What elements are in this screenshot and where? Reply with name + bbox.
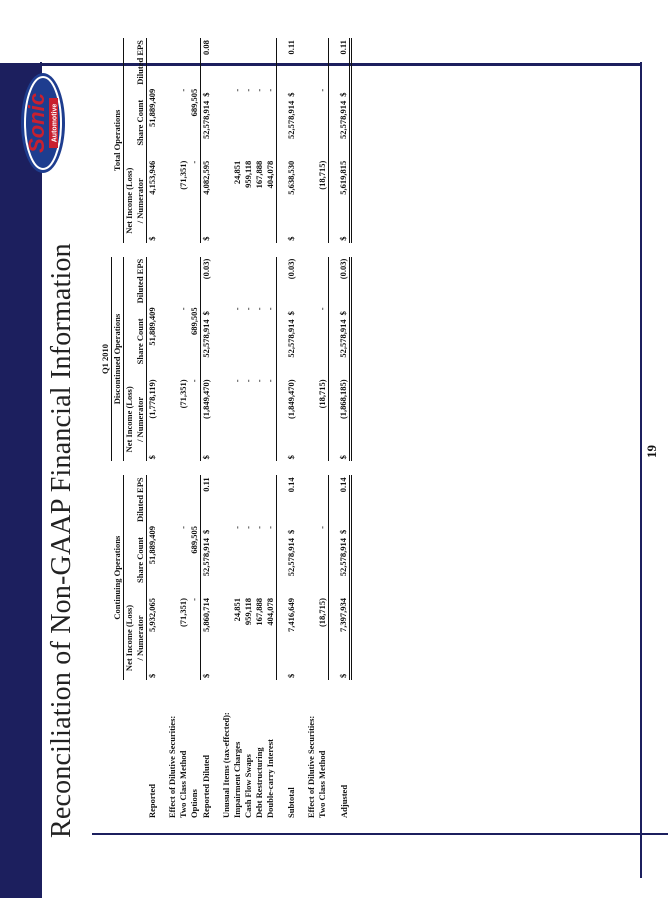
cell-value: 689,505 xyxy=(189,87,201,159)
dollar-sign: $ xyxy=(201,455,211,460)
table-row-subtotal xyxy=(286,38,297,820)
col-diluted-eps: Diluted EPS xyxy=(135,258,145,304)
cell-value: (1,849,470) xyxy=(286,379,296,420)
row-label: Reported Diluted xyxy=(200,754,211,818)
cell-value: 51,889,409 xyxy=(147,526,157,565)
column-header-row-1 xyxy=(124,38,136,820)
cell-value: - xyxy=(232,379,242,383)
col-diluted-eps: Diluted EPS xyxy=(135,477,145,522)
cell-value: (71,351) xyxy=(178,160,188,190)
col-numerator: / Numerator xyxy=(135,596,147,680)
col-numerator: / Numerator xyxy=(135,159,147,243)
period-row xyxy=(100,38,112,820)
cell-value: - xyxy=(178,307,188,311)
cell-value: (18,715) xyxy=(317,377,329,449)
cell-value: - xyxy=(189,596,201,668)
cell-value: 0.11 xyxy=(338,38,351,87)
cell-value: 959,118 xyxy=(243,160,253,188)
section-heading: Unusual Items (tax-effected): xyxy=(221,712,231,818)
cell-value: (71,351) xyxy=(178,598,188,628)
cell-value: - xyxy=(254,88,264,92)
cell-value: 24,851 xyxy=(232,160,242,185)
cell-value: 52,578,914 xyxy=(338,99,351,159)
cell-value: - xyxy=(243,88,253,92)
dollar-sign: $ xyxy=(338,449,351,461)
header-rule xyxy=(40,62,42,898)
cell-value: 5,619,815 xyxy=(338,159,351,231)
cell-value: - xyxy=(243,526,253,529)
cell-value: (0.03) xyxy=(338,257,351,306)
cell-value: 4,082,595 xyxy=(201,160,211,195)
cell-value: 24,851 xyxy=(232,598,242,622)
cell-value: - xyxy=(232,88,242,92)
cell-value: (1,868,185) xyxy=(338,377,351,449)
table-row-impairment xyxy=(232,38,243,820)
row-label: Cash Flow Swaps xyxy=(243,754,253,818)
cell-value: (0.03) xyxy=(201,258,211,280)
page-number: 19 xyxy=(644,445,659,458)
cell-value: 4,153,946 xyxy=(147,160,157,195)
col-share-count: Share Count xyxy=(135,524,147,596)
cell-value: 7,416,649 xyxy=(286,598,296,632)
cell-value: - xyxy=(317,524,329,596)
dollar-sign: $ xyxy=(338,231,351,243)
cell-value: 51,889,409 xyxy=(147,307,157,346)
row-label: Impairment Charges xyxy=(232,741,242,818)
dollar-sign: $ xyxy=(147,673,157,678)
cell-value: - xyxy=(317,305,329,377)
cell-value: - xyxy=(232,307,242,311)
cell-value: - xyxy=(232,526,242,529)
col-numerator: / Numerator xyxy=(135,377,147,461)
reconciliation-table xyxy=(100,38,352,820)
table-row-double-carry xyxy=(265,38,277,820)
table-row-two-class xyxy=(178,38,189,820)
cell-value: 404,078 xyxy=(265,596,277,668)
table-row-reported-diluted xyxy=(201,38,213,820)
row-label: Two Class Method xyxy=(317,750,328,818)
column-header-row-2 xyxy=(135,38,147,820)
col-net-income: Net Income (Loss) xyxy=(124,386,134,453)
col-share-count: Share Count xyxy=(135,305,147,377)
cell-value: - xyxy=(254,307,264,311)
row-label: Adjusted xyxy=(338,784,349,818)
cell-value: - xyxy=(189,377,201,449)
cell-value: - xyxy=(254,379,264,383)
cell-value: 51,889,409 xyxy=(147,88,157,127)
section-heading: Effect of Dilutive Securities: xyxy=(306,715,316,818)
cell-value: 689,505 xyxy=(189,305,201,377)
dollar-sign: $ xyxy=(286,311,296,316)
cell-value: (18,715) xyxy=(317,159,329,231)
table-row-effect-head xyxy=(167,38,178,820)
row-label: Subtotal xyxy=(286,787,296,818)
dollar-sign: $ xyxy=(338,668,351,680)
dollar-sign: $ xyxy=(147,236,157,241)
cell-value: - xyxy=(178,526,188,529)
cell-value: 167,888 xyxy=(254,598,264,626)
table-row-adjusted xyxy=(338,38,351,820)
page-title: Reconciliation of Non-GAAP Financial Information xyxy=(46,243,77,838)
col-share-count: Share Count xyxy=(135,87,147,159)
footer-rule xyxy=(640,62,642,878)
cell-value: 0.08 xyxy=(201,40,211,55)
cell-value: 404,078 xyxy=(265,159,277,231)
cell-value: - xyxy=(243,379,253,383)
dollar-sign: $ xyxy=(201,311,211,316)
group-continuing: Continuing Operations xyxy=(112,475,124,680)
table-row-reported xyxy=(147,38,159,820)
sonic-automotive-logo xyxy=(18,70,68,176)
dollar-sign: $ xyxy=(338,305,351,317)
cell-value: 5,932,065 xyxy=(147,598,157,632)
group-header-row xyxy=(112,38,124,820)
dollar-sign: $ xyxy=(338,87,351,99)
table-row-debt xyxy=(254,38,265,820)
cell-value: 52,578,914 xyxy=(201,319,211,358)
col-net-income: Net Income (Loss) xyxy=(124,604,134,672)
cell-value: 0.11 xyxy=(201,477,211,492)
cell-value: 52,578,914 xyxy=(286,538,296,577)
col-net-income: Net Income (Loss) xyxy=(124,167,134,234)
cell-value: (1,849,470) xyxy=(201,379,211,420)
cell-value: 52,578,914 xyxy=(338,317,351,377)
dollar-sign: $ xyxy=(286,92,296,97)
col-diluted-eps: Diluted EPS xyxy=(135,40,145,85)
cell-value: (0.03) xyxy=(286,258,296,280)
cell-value: - xyxy=(317,87,329,159)
svg-text:Sonic: Sonic xyxy=(24,93,49,153)
dollar-sign: $ xyxy=(201,529,211,534)
cell-value: 0.14 xyxy=(338,475,351,524)
cell-value: 0.11 xyxy=(286,40,296,55)
table-row-unusual-head xyxy=(221,38,232,820)
header-bar xyxy=(0,66,40,898)
dollar-sign: $ xyxy=(286,673,296,678)
dollar-sign: $ xyxy=(286,529,296,534)
dollar-sign: $ xyxy=(201,236,211,241)
cell-value: - xyxy=(254,526,264,529)
row-label: Options xyxy=(189,789,200,818)
table-row-options xyxy=(189,38,201,820)
cell-value: 0.14 xyxy=(286,477,296,493)
cell-value: 52,578,914 xyxy=(286,319,296,358)
cell-value: 52,578,914 xyxy=(286,100,296,139)
dollar-sign: $ xyxy=(201,673,211,678)
cell-value: 7,397,934 xyxy=(338,596,351,668)
cell-value: - xyxy=(243,307,253,311)
row-label: Double-carry Interest xyxy=(265,739,276,818)
cell-value: - xyxy=(178,88,188,92)
group-discontinued: Discontinued Operations xyxy=(112,257,124,462)
dollar-sign: $ xyxy=(286,236,296,241)
cell-value: - xyxy=(265,305,277,377)
table-row-two-class-2 xyxy=(317,38,329,820)
period-label: Q1 2010 xyxy=(100,257,112,462)
cell-value: 52,578,914 xyxy=(338,536,351,596)
cell-value: 689,505 xyxy=(189,524,201,596)
table-row-effect2-head xyxy=(306,38,317,820)
left-rule xyxy=(92,833,668,835)
cell-value: 52,578,914 xyxy=(201,538,211,577)
table-row-cash-flow xyxy=(243,38,254,820)
cell-value: 959,118 xyxy=(243,598,253,626)
dollar-sign: $ xyxy=(147,455,157,460)
cell-value: - xyxy=(265,377,277,449)
cell-value: (71,351) xyxy=(178,379,188,409)
cell-value: (1,778,119) xyxy=(147,379,157,419)
cell-value: (18,715) xyxy=(317,596,329,668)
cell-value: - xyxy=(189,159,201,231)
cell-value: - xyxy=(265,87,277,159)
group-total: Total Operations xyxy=(112,38,124,243)
svg-text:Automotive: Automotive xyxy=(51,103,59,143)
cell-value: 52,578,914 xyxy=(201,100,211,139)
dollar-sign: $ xyxy=(338,524,351,536)
dollar-sign: $ xyxy=(286,455,296,460)
cell-value: 5,860,714 xyxy=(201,598,211,632)
cell-value: - xyxy=(265,524,277,596)
row-label: Two Class Method xyxy=(178,750,188,818)
row-label: Debt Restructuring xyxy=(254,747,264,818)
dollar-sign: $ xyxy=(201,92,211,97)
section-heading: Effect of Dilutive Securities: xyxy=(167,715,177,818)
cell-value: 5,638,530 xyxy=(286,160,296,195)
row-label: Reported xyxy=(146,784,157,818)
cell-value: 167,888 xyxy=(254,160,264,189)
